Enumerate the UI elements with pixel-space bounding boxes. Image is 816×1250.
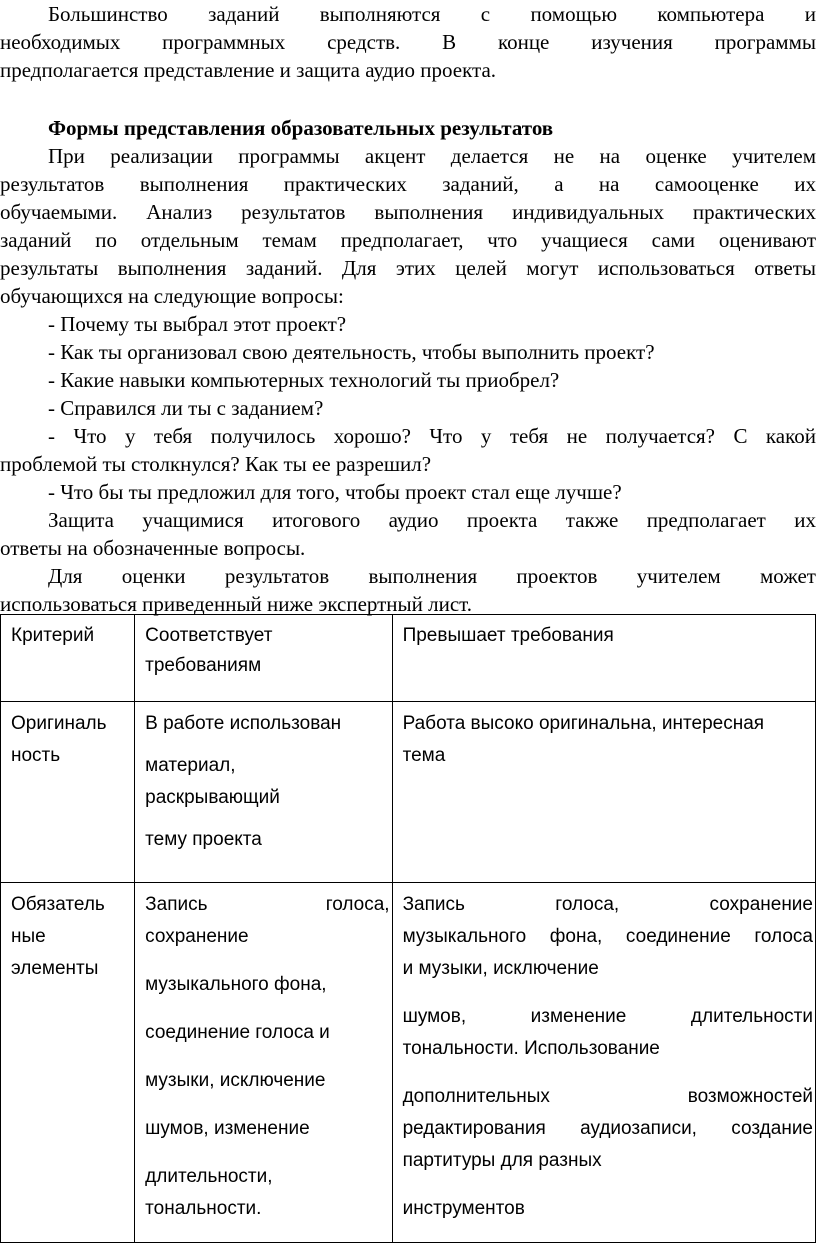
question-item: - Что бы ты предложил для того, чтобы проект стал еще лучше? (48, 480, 622, 504)
cell-text: музыки, исключение (145, 1070, 326, 1091)
cell-text: соединение голоса и (145, 1022, 330, 1043)
cell-text: сохранение (145, 926, 249, 947)
cell-text: Запись голоса, сохранение (402, 894, 813, 915)
criterion-cell (1, 883, 135, 1243)
paragraph-line: При реализации программы акцент делается не на оценке учителем (48, 144, 816, 168)
cell-text: материал, (145, 755, 236, 776)
cell-text: Работа высоко оригинальна, интересная (402, 713, 765, 734)
paragraph-line: Большинство заданий выполняются с помощью компьютера и (48, 2, 816, 26)
header-meets-cell (135, 615, 392, 702)
paragraph-line: заданий по отдельным темам предполагает, что учащиеся сами оценивают (0, 228, 816, 252)
paragraph-line: использоваться приведенный ниже экспертный лист. (0, 592, 473, 616)
paragraph-line: ответы на обозначенные вопросы. (0, 536, 306, 560)
cell-text: Запись голоса, (145, 894, 390, 915)
expert-sheet-table (0, 614, 816, 1243)
cell-text: и музыки, исключение (402, 958, 599, 979)
cell-text: тональности. (145, 1198, 262, 1219)
cell-text: Превышает требования (402, 625, 614, 646)
cell-text: раскрывающий (145, 787, 280, 808)
cell-text: партитуры для разных (402, 1150, 602, 1171)
cell-text: ные (11, 926, 46, 947)
table-header-row (1, 615, 816, 702)
question-item: проблемой ты столкнулся? Как ты ее разрешил? (0, 452, 432, 476)
cell-text: тональности. Использование (402, 1038, 660, 1059)
cell-text: музыкального фона, соединение голоса (402, 926, 813, 947)
question-item: - Почему ты выбрал этот проект? (48, 312, 347, 336)
cell-text: шумов, изменение длительности (402, 1006, 813, 1027)
section-heading: Формы представления образовательных результатов (48, 116, 554, 140)
cell-text: требованиям (145, 655, 262, 676)
paragraph-line: Защита учащимися итогового аудио проекта также предполагает их (48, 508, 816, 532)
cell-text: редактирования аудиозаписи, создание (402, 1118, 813, 1139)
cell-text: дополнительных возможностей (402, 1086, 813, 1107)
table-row (1, 702, 816, 883)
cell-text: длительности, (145, 1166, 273, 1187)
paragraph-line: обучающихся на следующие вопросы: (0, 284, 344, 308)
exceeds-cell (392, 702, 815, 883)
paragraph-line: результаты выполнения заданий. Для этих целей могут использоваться ответы (0, 256, 816, 280)
cell-text: шумов, изменение (145, 1118, 310, 1139)
cell-text: Критерий (11, 625, 95, 646)
question-item: - Какие навыки компьютерных технологий ты приобрел? (48, 368, 560, 392)
paragraph-line: необходимых программных средств. В конце изучения программы (0, 30, 816, 54)
cell-text: Соответствует (145, 625, 273, 646)
question-item: - Как ты организовал свою деятельность, чтобы выполнить проект? (48, 340, 655, 364)
header-exceeds-cell (392, 615, 815, 702)
cell-text: инструментов (402, 1198, 525, 1219)
table-row (1, 883, 816, 1243)
header-criterion-cell (1, 615, 135, 702)
exceeds-cell (392, 883, 815, 1243)
paragraph-line: предполагается представление и защита аудио проекта. (0, 58, 497, 82)
cell-text: музыкального фона, (145, 974, 327, 995)
paragraph-line: Для оценки результатов выполнения проектов учителем может (48, 564, 816, 588)
question-item: - Справился ли ты с заданием? (48, 396, 324, 420)
cell-text: тема (402, 745, 446, 766)
meets-cell (135, 883, 392, 1243)
cell-text: элементы (11, 958, 99, 979)
paragraph-line: обучаемыми. Анализ результатов выполнения индивидуальных практических (0, 200, 816, 224)
paragraph-line: результатов выполнения практических заданий, а на самооценке их (0, 172, 816, 196)
question-item: - Что у тебя получилось хорошо? Что у тебя не получается? С какой (48, 424, 816, 448)
meets-cell (135, 702, 392, 883)
criterion-cell (1, 702, 135, 883)
cell-text: В работе использован (145, 713, 342, 734)
cell-text: Оригиналь (11, 713, 107, 734)
cell-text: тему проекта (145, 829, 262, 850)
cell-text: Обязатель (11, 894, 105, 915)
cell-text: ность (11, 745, 61, 766)
